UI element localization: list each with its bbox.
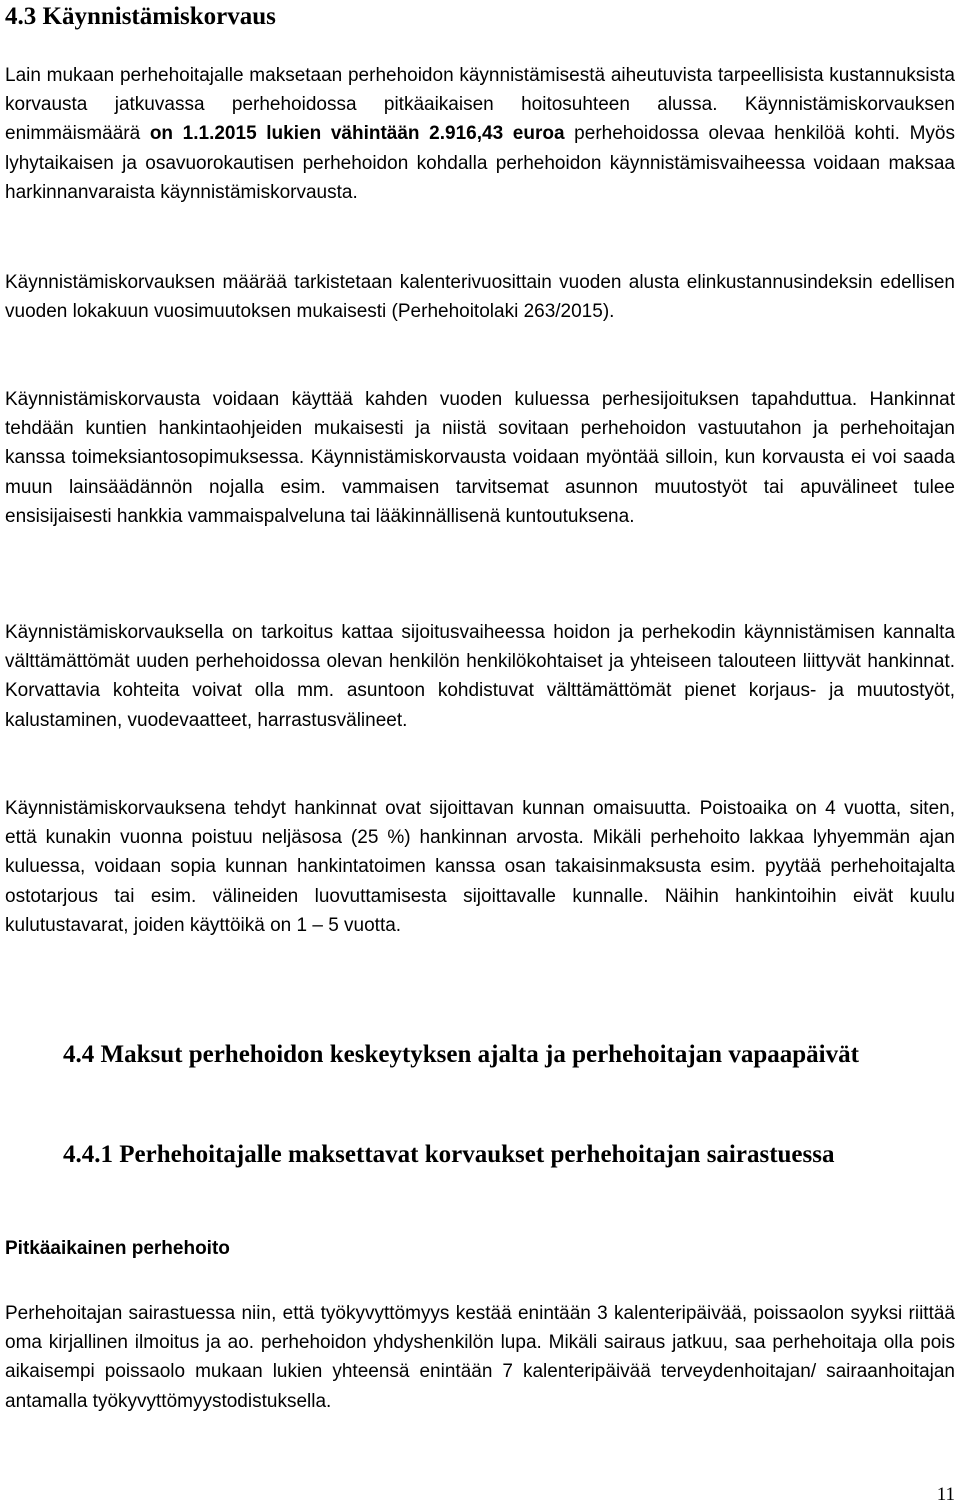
section-heading-4-3: 4.3 Käynnistämiskorvaus [5, 3, 276, 30]
paragraph-index-adjustment: Käynnistämiskorvauksen määrää tarkistetaan kalenterivuosittain vuoden alusta elinkustannusindeksin edellisen vuoden lokakuun vuosimuutoksen mukaisesti (Perhehoitolaki 263/2015). [5, 272, 955, 323]
paragraph-text: Lain mukaan perhehoitajalle maksetaan perhehoidon käynnistämisestä aiheutuvista tarpeellisista kustannuksista korvausta jatkuvassa perhehoidossa pitkäaikaisen hoitosuhteen alussa. Käynnistämiskorvauksen enimmäismäärä [5, 65, 955, 145]
paragraph-text: perhehoidossa olevaa henkilöä kohti. Myös lyhytaikaisen ja osavuorokautisen perhehoidon kohdalla perhehoidon käynnistämisvaiheessa voidaan maksaa harkinnanvaraista käynnistämiskorvausta. [5, 123, 956, 203]
subheading-long-term-care: Pitkäaikainen perhehoito [5, 1238, 230, 1259]
section-heading-4-4-1: 4.4.1 Perhehoitajalle maksettavat korvaukset perhehoitajan sairastuessa [63, 1141, 835, 1168]
paragraph-startup-compensation [5, 61, 955, 207]
bold-amount-text: on 1.1.2015 lukien vähintään 2.916,43 euroa [149, 123, 565, 145]
paragraph-sick-leave: Perhehoitajan sairastuessa niin, että työkyvyttömyys kestää enintään 3 kalenteripäivää, poissaolon syyksi riittää oma kirjallinen ilmoitus ja ao. perhehoidon yhdyshenkilön lupa. Mikäli sairaus jatkuu, saa perhehoitaja olla pois aikaisempi poissaolo mukaan lukien yhteensä enintään 7 kalenteripäivää terveydenhoitajan/ sairaanhoitajan antamalla työkyvyttömyystodistuksella. [5, 1303, 955, 1412]
paragraph-purpose: Käynnistämiskorvauksella on tarkoitus kattaa sijoitusvaiheessa hoidon ja perhekodin käynnistämisen kannalta välttämättömät uuden perhehoidossa olevan henkilön henkilökohtaiset ja yhteiseen talouteen liittyvät hankinnat. Korvattavia kohteita voivat olla mm. asuntoon kohdistuvat välttämättömät pienet korjaus- ja muutostyöt, kalustaminen, vuodevaatteet, harrastusvälineet. [5, 622, 955, 731]
paragraph-usage-period: Käynnistämiskorvausta voidaan käyttää kahden vuoden kuluessa perhesijoituksen tapahduttua. Hankinnat tehdään kuntien hankintaohjeiden mukaisesti ja niistä sovitaan perhehoidon vastuutahon ja perhehoitajan kanssa toimeksiantosopimuksessa. Käynnistämiskorvausta voidaan myöntää silloin, kun korvausta ei voi saada muun lainsäädännön nojalla esim. vammaisen tarvitsemat asunnon muutostyöt tai apuvälineet tulee ensisijaisesti hankkia vammaispalveluna tai lääkinnällisenä kuntoutuksena. [5, 389, 955, 527]
paragraph-ownership: Käynnistämiskorvauksena tehdyt hankinnat ovat sijoittavan kunnan omaisuutta. Poistoaika on 4 vuotta, siten, että kunakin vuonna poistuu neljäsosa (25 %) hankinnan arvosta. Mikäli perhehoito lakkaa lyhyemmän ajan kuluessa, voidaan sopia kunnan hankintatoimen kanssa osan takaisinmaksusta esim. pyytää perhehoitajalta ostotarjous tai esim. välineiden luovuttamisesta sijoittavalle kunnalle. Näihin hankintoihin eivät kuulu kulutustavarat, joiden käyttöikä on 1 – 5 vuotta. [5, 798, 955, 936]
section-heading-4-4: 4.4 Maksut perhehoidon keskeytyksen ajalta ja perhehoitajan vapaapäivät [63, 1041, 859, 1068]
page-number: 11 [936, 1484, 955, 1505]
